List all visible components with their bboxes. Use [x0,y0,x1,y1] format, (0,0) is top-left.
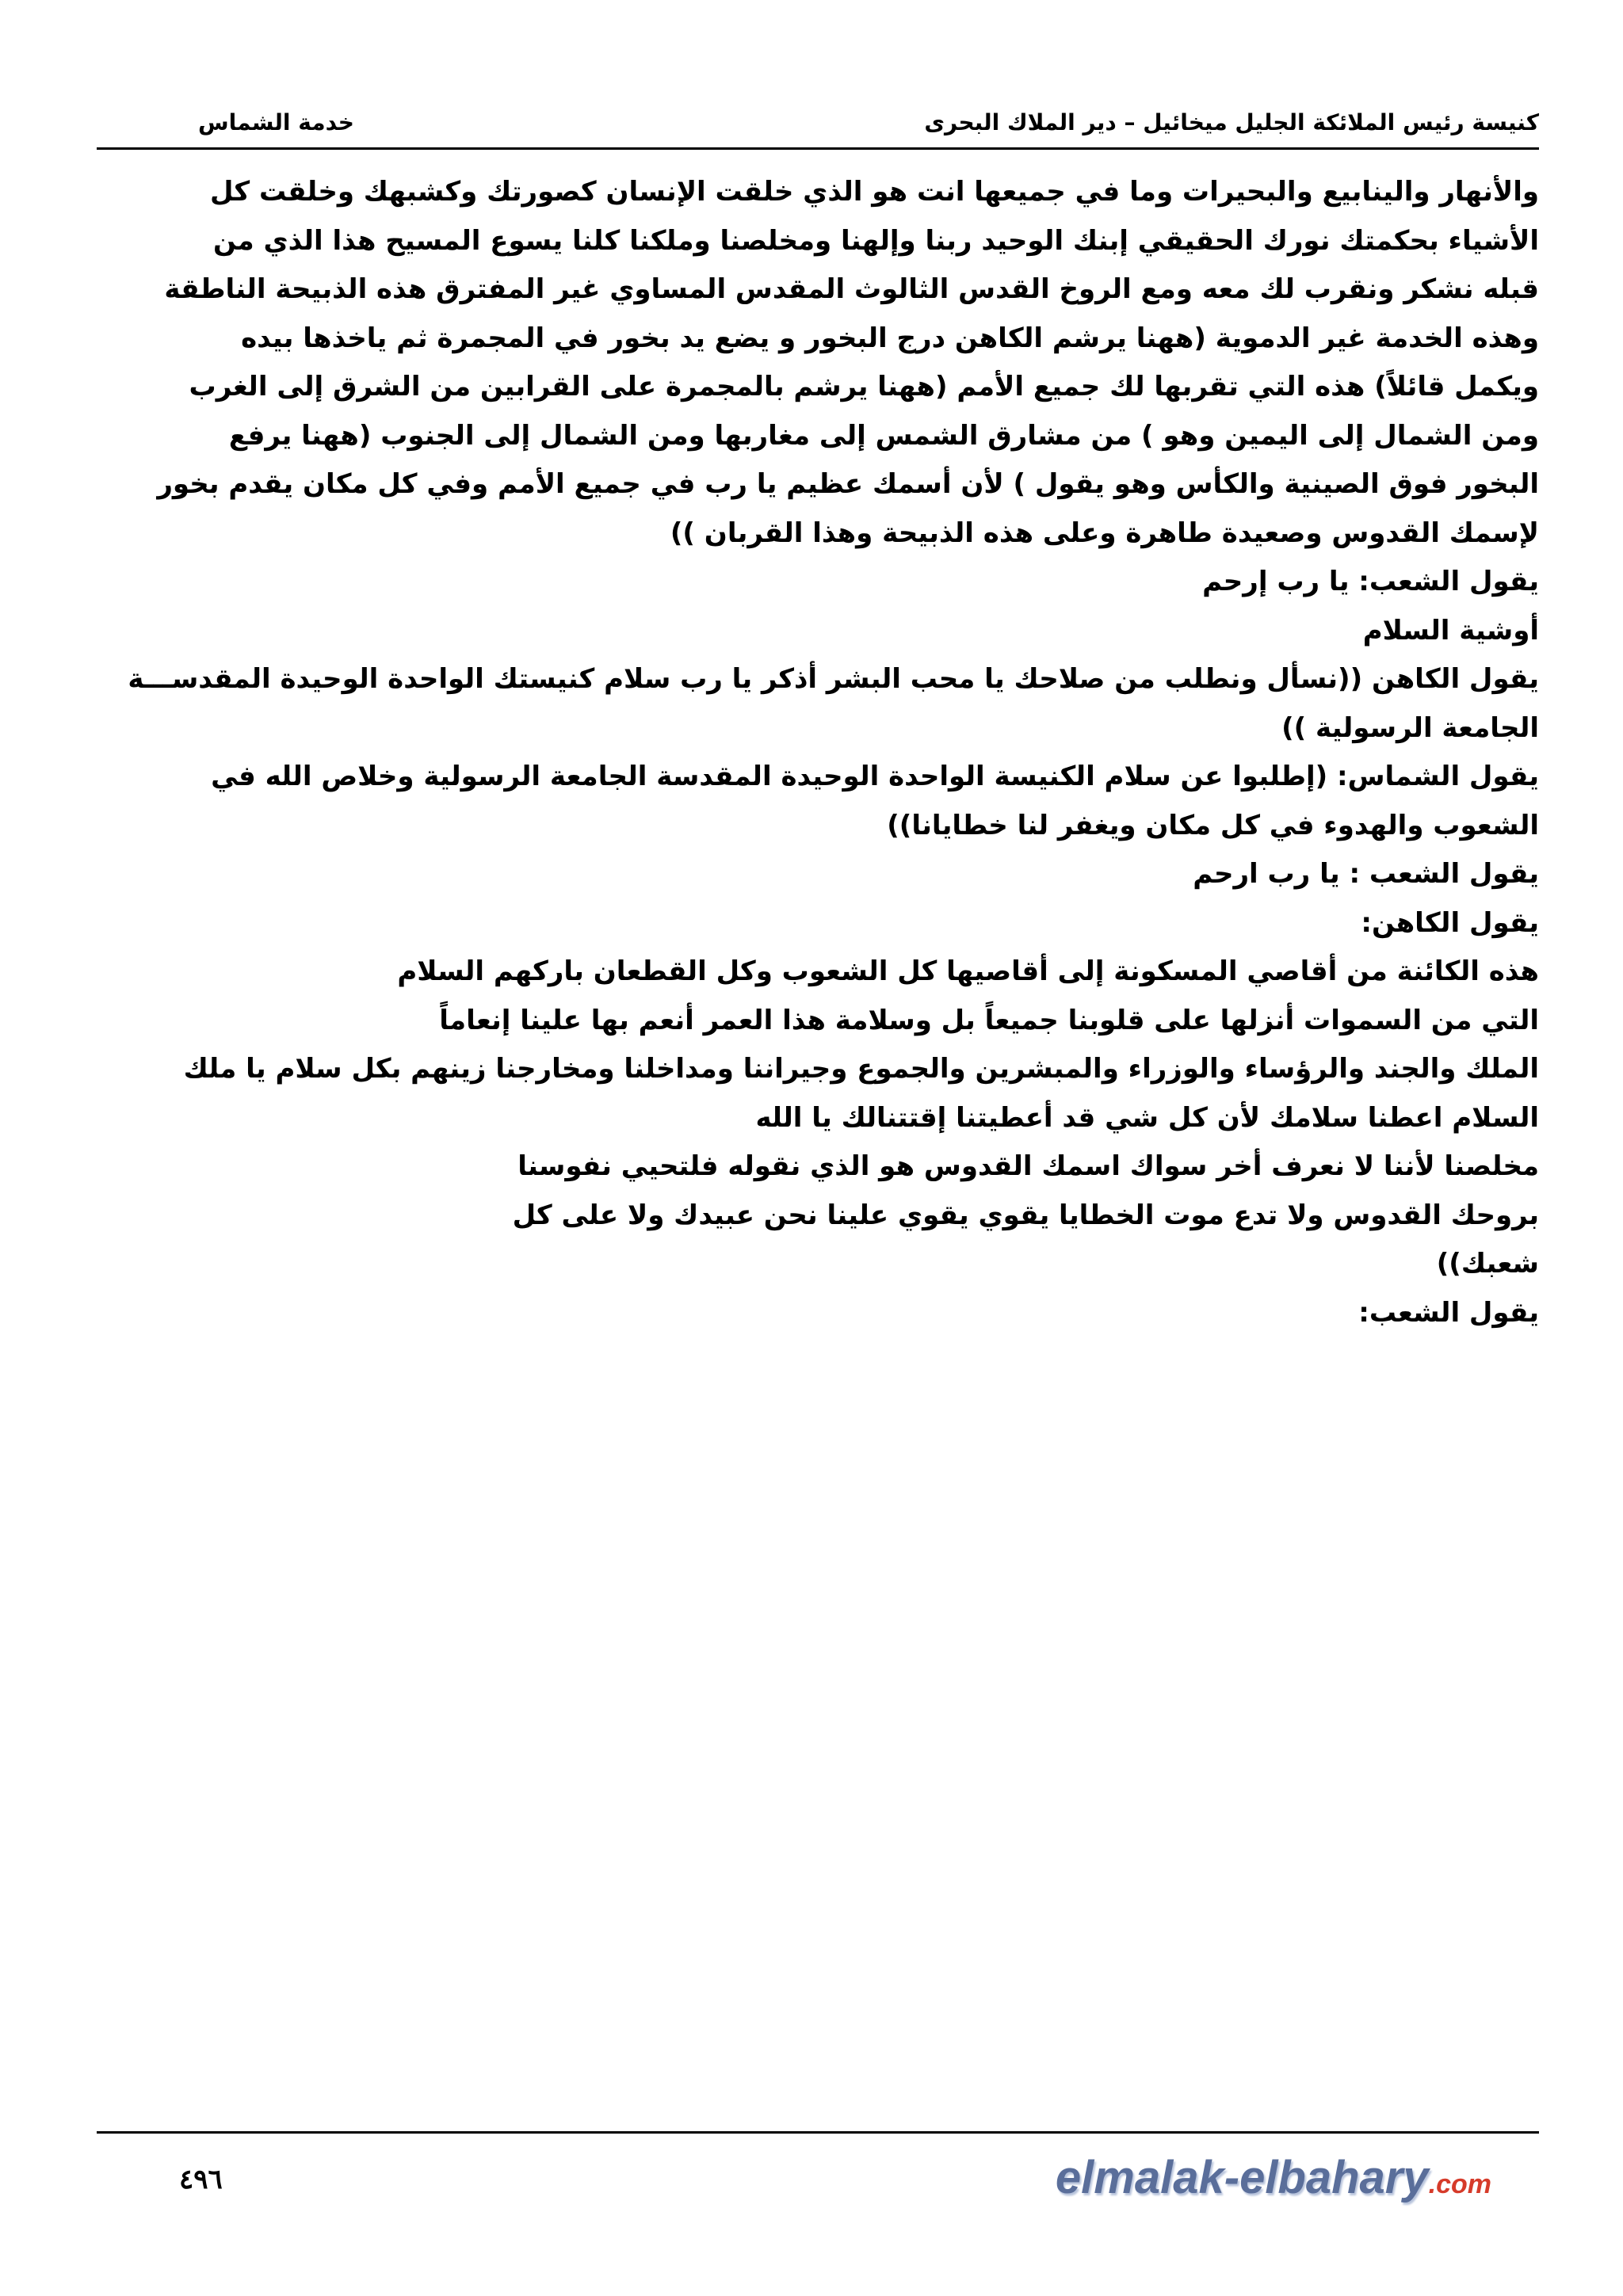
text-line: التي من السموات أنزلها على قلوبنا جميعاً بل وسلامة هذا العمر أنعم بها علينا إنعاماً [439,1004,1539,1036]
text-line: ومن الشمال إلى اليمين وهو ) من مشارق الشمس إلى مغاربها ومن الشمال إلى الجنوب (ههنا يرفع [228,419,1539,452]
text-line: السلام اعطنا سلامك لأن كل شي قد أعطيتنا إقتتنالك يا الله [755,1101,1539,1134]
deacon-line: يقول الشماس: (إطلبوا عن سلام الكنيسة الواحدة الوحيدة المقدسة الجامعة الرسولية وخلاص الله في [211,761,1539,792]
page-footer [97,2131,1539,2229]
people-response: يقول الشعب: يا رب إرحم [1202,566,1539,597]
text-line: هذه الكائنة من أقاصي المسكونة إلى أقاصيها كل الشعوب وكل القطعان باركهم السلام [397,955,1539,987]
site-logo-tld: .com [1428,2169,1491,2199]
text-line: الشعوب والهدوء في كل مكان ويغفر لنا خطايانا)) [887,809,1539,841]
priest-line: يقول الكاهن ((نسأل ونطلب من صلاحك يا محب البشر أذكر يا رب سلام كنيستك الواحدة الوحيدة المقدســـة [128,663,1539,695]
text-line: بروحك القدوس ولا تدع موت الخطايا يقوي يقوي علينا نحن عبيدك ولا على كل [512,1199,1539,1231]
text-line: الأشياء بحكمتك نورك الحقيقي إبنك الوحيد ربنا وإلهنا ومخلصنا وملكنا كلنا يسوع المسيح هذا الذي من [212,224,1539,257]
people-response: يقول الشعب : يا رب ارحم [1193,858,1539,890]
text-line: الجامعة الرسولية )) [1281,711,1539,744]
header-church-title: كنيسة رئيس الملائكة الجليل ميخائيل – دير الملاك البحرى [924,109,1539,135]
text-line: لإسمك القدوس وصعيدة طاهرة وعلى هذه الذبيحة وهذا القربان )) [670,517,1539,549]
text-line: قبله نشكر ونقرب لك معه ومع الروخ القدس الثالوث المقدس المساوي غير المفترق هذه الذبيحة الناطقة [164,273,1539,305]
text-line: وهذه الخدمة غير الدموية (ههنا يرشم الكاهن درج البخور و يضع يد بخور في المجمرة ثم ياخذها بيده [241,322,1539,354]
section-heading: أوشية السلام [1362,614,1539,646]
priest-label: يقول الكاهن: [1361,906,1539,939]
site-logo [1056,2151,1491,2204]
page-number: ٤٩٦ [179,2164,223,2195]
text-line: مخلصنا لأننا لا نعرف أخر سواك اسمك القدوس هو الذي نقوله فلتحيي نفوسنا [517,1150,1539,1182]
text-line: ويكمل قائلاً) هذه التي تقربها لك جميع الأمم (ههنا يرشم بالمجمرة على القرابين من الشرق إلى الغرب [189,371,1539,402]
header-section-title: خدمة الشماس [198,109,354,135]
text-line: شعبك)) [1436,1248,1539,1280]
site-logo-main: elmalak-elbahary [1055,2152,1429,2203]
liturgy-text-body [97,168,1539,2117]
text-line: البخور فوق الصينية والكأس وهو يقول ) لأن أسمك عظيم يا رب في جميع الأمم وفي كل مكان يقدم بخور [157,468,1539,500]
text-line: والأنهار والينابيع والبحيرات وما في جميعها انت هو الذي خلقت الإنسان كصورتك وكشبهك وخلقت كل [210,176,1539,208]
text-line: الملك والجند والرؤساء والوزراء والمبشرين والجموع وجيراننا ومداخلنا ومخارجنا زينهم بكل سلام يا ملك [183,1053,1539,1085]
page-header [97,109,1539,150]
people-label: يقول الشعب: [1358,1296,1539,1329]
